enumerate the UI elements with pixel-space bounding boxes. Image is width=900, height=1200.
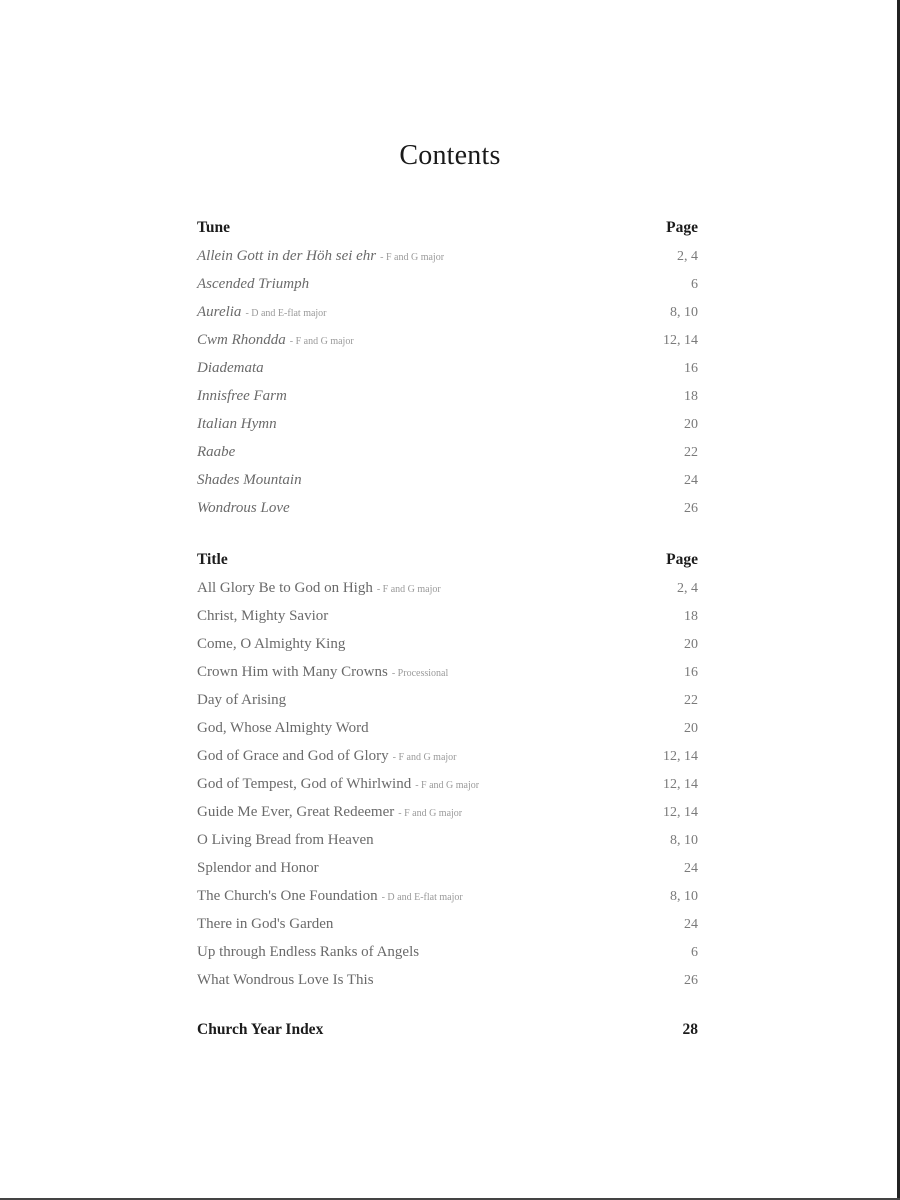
entry-page-number: 2, 4	[677, 581, 698, 596]
entry-title: Diademata	[197, 360, 264, 376]
entry-page-number: 12, 14	[663, 777, 698, 792]
entry-page-number: 16	[684, 665, 698, 680]
church-year-index-row[interactable]	[197, 1016, 698, 1044]
entry-name	[197, 882, 463, 912]
entry-title: Christ, Mighty Savior	[197, 608, 329, 624]
entry-title: Guide Me Ever, Great Redeemer	[197, 804, 395, 820]
tune-entry-row[interactable]	[197, 354, 698, 382]
entry-name	[197, 658, 448, 688]
title-entry-row[interactable]	[197, 658, 698, 686]
entry-title: God of Grace and God of Glory	[197, 748, 389, 764]
entry-name	[197, 466, 302, 494]
entry-page-number: 12, 14	[663, 805, 698, 820]
entry-name	[197, 410, 277, 438]
entry-name	[197, 770, 479, 800]
entry-page-number: 8, 10	[670, 305, 698, 320]
entry-page-number: 26	[684, 973, 698, 988]
entry-name	[197, 742, 457, 772]
title-entry-row[interactable]	[197, 630, 698, 658]
entry-name	[197, 354, 264, 382]
tune-entry-row[interactable]	[197, 242, 698, 270]
title-entry-row[interactable]	[197, 854, 698, 882]
entry-page-number: 24	[684, 861, 698, 876]
title-entry-row[interactable]	[197, 938, 698, 966]
entry-note: - F and G major	[289, 336, 354, 347]
title-section	[197, 546, 698, 994]
entry-title: All Glory Be to God on High	[197, 580, 373, 596]
title-entry-row[interactable]	[197, 742, 698, 770]
entry-note: - D and E-flat major	[245, 308, 327, 319]
entry-name	[197, 602, 328, 630]
entry-title: Up through Endless Ranks of Angels	[197, 944, 420, 960]
tune-entry-row[interactable]	[197, 466, 698, 494]
title-entry-row[interactable]	[197, 910, 698, 938]
entry-name	[197, 438, 235, 466]
entry-title: Cwm Rhondda	[197, 332, 286, 348]
entry-name	[197, 630, 345, 658]
entry-page-number: 16	[684, 361, 698, 376]
entry-name	[197, 854, 319, 882]
page-title: Contents	[399, 140, 501, 171]
tune-section	[197, 214, 698, 522]
tune-entry-row[interactable]	[197, 382, 698, 410]
tune-entry-row[interactable]	[197, 326, 698, 354]
entry-title: The Church's One Foundation	[197, 888, 378, 904]
entry-page-number: 24	[684, 917, 698, 932]
entry-title: Ascended Triumph	[197, 276, 310, 292]
entry-page-number: 6	[691, 277, 698, 292]
tune-entry-row[interactable]	[197, 270, 698, 298]
entry-note: - F and G major	[398, 808, 463, 819]
entry-name	[197, 242, 444, 272]
entry-name	[197, 910, 333, 938]
entry-name	[197, 298, 327, 328]
entry-title: Shades Mountain	[197, 472, 302, 488]
title-entry-row[interactable]	[197, 714, 698, 742]
entry-page-number: 8, 10	[670, 889, 698, 904]
entry-name	[197, 938, 419, 966]
entry-note: - F and G major	[392, 752, 457, 763]
entry-page-number: 26	[684, 501, 698, 516]
entry-title: Allein Gott in der Höh sei ehr	[197, 248, 377, 264]
church-year-index-label: Church Year Index	[197, 1021, 324, 1038]
tune-header-row	[197, 214, 698, 242]
title-entry-row[interactable]	[197, 798, 698, 826]
entry-note: - F and G major	[380, 252, 445, 263]
entry-title: Aurelia	[197, 304, 242, 320]
entry-name	[197, 826, 374, 854]
title-list	[197, 574, 698, 994]
entry-note: - F and G major	[415, 780, 480, 791]
entry-title: O Living Bread from Heaven	[197, 832, 374, 848]
entry-title: Splendor and Honor	[197, 860, 319, 876]
title-entry-row[interactable]	[197, 826, 698, 854]
entry-title: Wondrous Love	[197, 500, 290, 516]
entry-page-number: 20	[684, 637, 698, 652]
church-year-index-section	[197, 1016, 698, 1044]
title-entry-row[interactable]	[197, 966, 698, 994]
entry-title: God, Whose Almighty Word	[197, 720, 369, 736]
entry-name	[197, 686, 286, 714]
entry-page-number: 20	[684, 721, 698, 736]
entry-title: God of Tempest, God of Whirlwind	[197, 776, 412, 792]
title-page-column-header: Page	[666, 551, 698, 568]
entry-note: - F and G major	[376, 584, 441, 595]
tune-entry-row[interactable]	[197, 410, 698, 438]
entry-page-number: 22	[684, 445, 698, 460]
entry-title: Crown Him with Many Crowns	[197, 664, 388, 680]
entry-note: - D and E-flat major	[381, 892, 463, 903]
entry-name	[197, 494, 290, 522]
title-entry-row[interactable]	[197, 770, 698, 798]
entry-note: - Processional	[391, 668, 449, 679]
entry-title: There in God's Garden	[197, 916, 334, 932]
tune-list	[197, 242, 698, 522]
entry-name	[197, 382, 287, 410]
tune-entry-row[interactable]	[197, 298, 698, 326]
entry-page-number: 2, 4	[677, 249, 698, 264]
entry-name	[197, 714, 369, 742]
title-column-header: Title	[197, 551, 228, 568]
entry-name	[197, 798, 462, 828]
entry-name	[197, 966, 374, 994]
tune-entry-row[interactable]	[197, 494, 698, 522]
tune-column-header: Tune	[197, 219, 231, 236]
entry-page-number: 12, 14	[663, 333, 698, 348]
entry-page-number: 18	[684, 389, 698, 404]
entry-page-number: 6	[691, 945, 698, 960]
title-header-row	[197, 546, 698, 574]
title-entry-row[interactable]	[197, 602, 698, 630]
entry-page-number: 12, 14	[663, 749, 698, 764]
tune-entry-row[interactable]	[197, 438, 698, 466]
entry-name	[197, 326, 354, 356]
entry-title: Innisfree Farm	[197, 388, 287, 404]
entry-title: What Wondrous Love Is This	[197, 972, 374, 988]
entry-page-number: 20	[684, 417, 698, 432]
entry-title: Italian Hymn	[197, 416, 277, 432]
tune-page-column-header: Page	[666, 219, 698, 236]
title-entry-row[interactable]	[197, 574, 698, 602]
title-entry-row[interactable]	[197, 686, 698, 714]
entry-name	[197, 270, 309, 298]
entry-page-number: 24	[684, 473, 698, 488]
entry-page-number: 18	[684, 609, 698, 624]
entry-title: Day of Arising	[197, 692, 287, 708]
entry-title: Raabe	[197, 444, 236, 460]
title-entry-row[interactable]	[197, 882, 698, 910]
entry-title: Come, O Almighty King	[197, 636, 346, 652]
entry-name	[197, 574, 441, 604]
entry-page-number: 8, 10	[670, 833, 698, 848]
church-year-index-page: 28	[682, 1021, 698, 1038]
entry-page-number: 22	[684, 693, 698, 708]
